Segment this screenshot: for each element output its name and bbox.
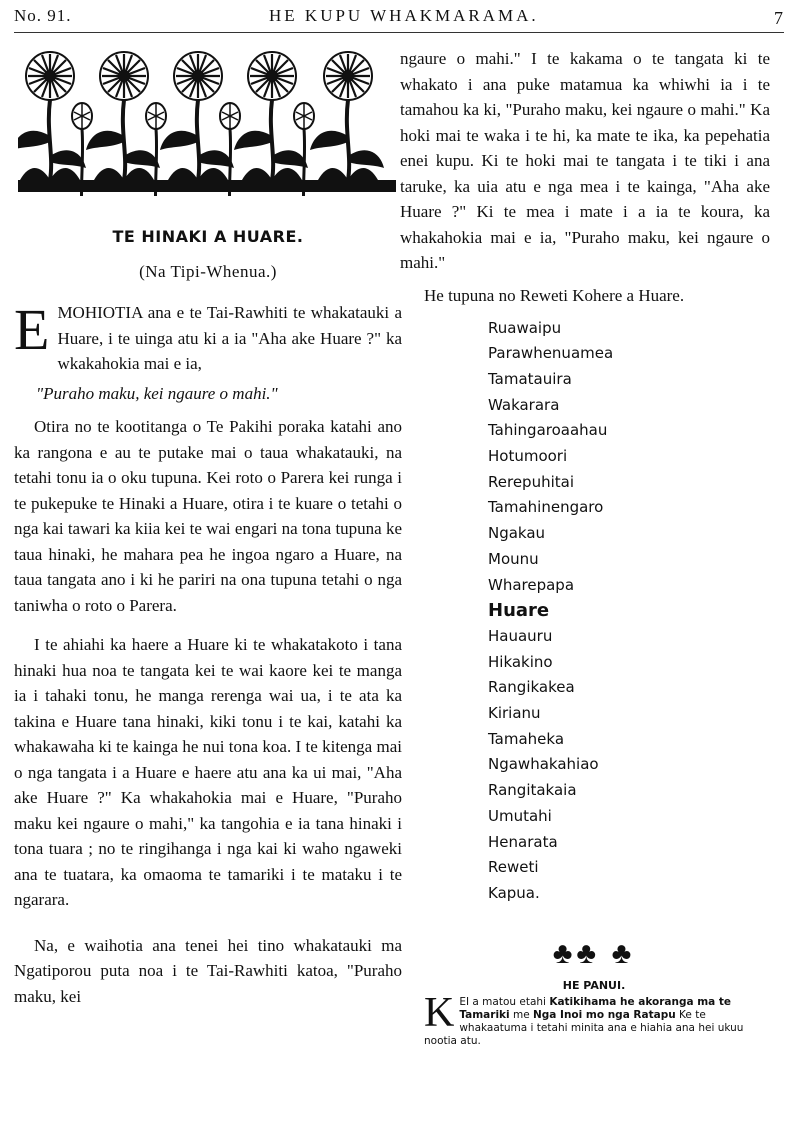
genealogy-name: Tamahinengaro [488,498,604,517]
quote-line: "Puraho maku, kei ngaure o mahi." [36,383,278,403]
page-number: 7 [774,8,784,28]
paragraph-1 [14,297,402,377]
drop-cap: E [14,297,50,362]
notice-body [398,989,770,1048]
genealogy-list [398,316,770,907]
genealogy-name: Henarata [488,832,558,851]
genealogy-name: Rangikakea [488,678,575,697]
paragraph-2: Otira no te kootitanga o Te Pakihi poraka katahi ano ka rangona e au te putake mai o taua whakatauki, na tetahi tonu ia o oku tupuna. Kei roto o Parera kei runga i te pukepuke te Hinaki a Huare, otira i te kuare o tetahi o nga kai tawari ka kiia kei te wai engari na tona tupuna ke taua hinaki, he mahara pea he ingoa ngaro a Huare, na taua tangata ano i ki he pariri na ona tupuna tetahi o nga taniwha o roto o Parera. [14,417,403,615]
notice-bold-1: Katikihama he akoranga ma te Tamariki [459,995,732,1021]
paragraph-3: I te ahiahi ka haere a Huare ki te whakatakoto i tana hinaki hua noa te tangata kei te wai kaore kei te manga ia i tahaki tonu, he manga rerenga wai ua, i te ata ka takina e Huare tana hinaki, kiki tonu i te kai, katahi ka whakawaha ki te kainga he nui tona koa. I te kitenga mai o nga tangata i a Huare e haere atu ana ka ui mai, "Aha ake Huare ?" Ka whakahokia mai e Huare, "Puraho maku kei ngaure o mahi," ka tangohia e ia tana hinaki i tona tuara ; no te ringihanga i nga kai ki waho ngaweki ana te tuatara, ka omaoma te tamariki i te mataku i te ngarara. [14,635,402,909]
paragraph-4: Na, e waihotia ana tenei hei tino whakatauki ma Ngatiporou puta noa i te Tai-Rawhiti katoa, "Puraho maku, kei [14,935,402,1006]
genealogy-intro: He tupuna no Reweti Kohere a Huare. [424,285,685,305]
article-byline: (Na Tipi-Whenua.) [139,262,277,281]
clubs-icon: ♣♣ ♣ [552,936,636,970]
page-header [14,4,784,33]
issue-number: No. 91. [14,6,72,25]
notice-drop-cap: K [424,989,455,1036]
genealogy-name: Kapua. [488,883,540,902]
genealogy-name: Tamatauira [488,369,572,388]
chrysanthemum-frieze-icon [18,46,396,196]
genealogy-name: Hauauru [488,626,553,645]
notice-text-2: me [509,1008,533,1021]
genealogy-name: Ngawhakahiao [488,755,599,774]
genealogy-name: Wharepapa [488,575,575,594]
genealogy-name: Hotumoori [488,447,568,466]
genealogy-name: Umutahi [488,806,552,825]
genealogy-name: Mounu [488,549,539,568]
genealogy-name: Ngakau [488,524,546,543]
notice-bold-2: Nga Inoi mo nga Ratapu [533,1008,676,1021]
genealogy-name: Tamaheka [488,729,565,748]
notice-text-1: EI a matou etahi [459,995,550,1008]
notice-title: HE PANUI. [562,978,626,992]
genealogy-name: Reweti [488,858,539,877]
genealogy-name: Parawhenuamea [488,344,614,363]
article-title: TE HINAKI A HUARE. [112,227,304,246]
genealogy-name: Rangitakaia [488,781,577,800]
left-column [14,46,402,1009]
publication-title: HE KUPU WHAKMARAMA. [269,6,539,25]
genealogy-name: Tahingaroaahau [488,421,608,440]
genealogy-name: Kirianu [488,704,541,723]
genealogy-name: Ruawaipu [488,318,562,337]
genealogy-name: Hikakino [488,652,553,671]
notice-text-3: Ke te whakaatuma i tetahi minita ana e hiahia ana hei ukuu nootia atu. [424,1008,744,1047]
paragraph-1-text: MOHIOTIA ana e te Tai-Rawhiti te whakatauki a Huare, i te uinga atu ki a ia "Aha ake Huare ?" ka wkakahokia mai e ia, [57,303,402,373]
paragraph-4-continued: ngaure o mahi." I te kakama o te tangata ki te whakato i ana puke matamua ka whiwhi ia i te tamahou ka ki, "Puraho maku, kei ngaure o mahi." Ka hoki mai te waka i te hi, ka mate te ika, ka pepehatia enei kupu. Ki te hoki mai te tangata i te tiki i ana taruke, ka uia atu e nga mea i te kainga, "Aha ake Huare ?" Ki te mea i mate i a ia te koura, ka whakahokia mai e ia, "Puraho maku, kei ngaure o mahi." [400,49,770,272]
right-column [398,46,770,1048]
genealogy-name: Huare [488,600,550,622]
genealogy-name: Rerepuhitai [488,472,574,491]
genealogy-name: Wakarara [488,395,560,414]
